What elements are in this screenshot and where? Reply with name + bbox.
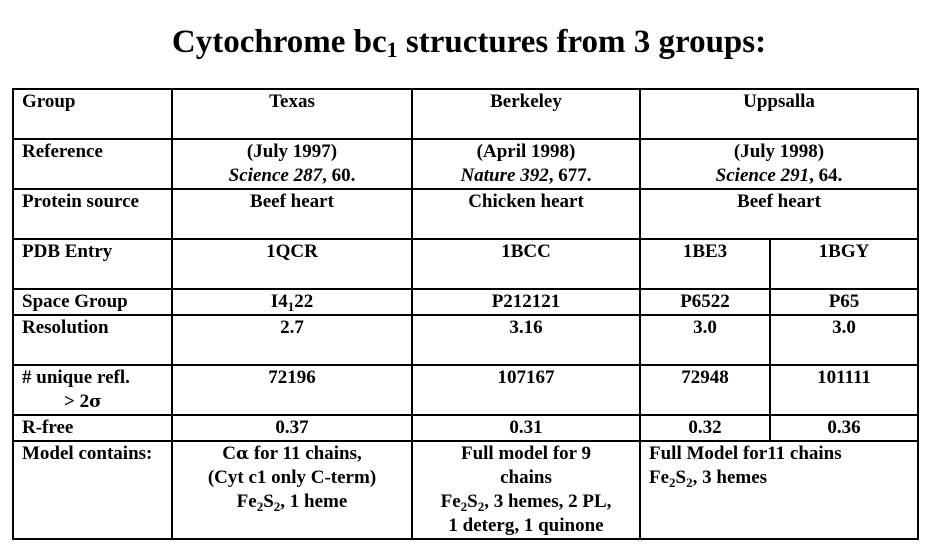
model-line: [649, 466, 909, 490]
reference-journal: Science 291: [715, 165, 810, 186]
row-label: Protein source: [13, 189, 172, 239]
alpha-symbol: α: [236, 444, 250, 464]
cell-uppsalla-1be3: 72948: [640, 365, 770, 415]
table-row-reference: [13, 139, 918, 189]
title-main: Cytochrome bc: [171, 24, 387, 60]
model-line: (Cyt c1 only C-term): [207, 467, 377, 488]
formula-s: S: [675, 467, 687, 488]
cell-uppsalla: Uppsalla: [640, 89, 918, 139]
model-line: [181, 490, 403, 514]
cell-berkeley: [412, 139, 640, 189]
cell-berkeley: P212121: [412, 289, 640, 315]
model-line: 1 deterg, 1 quinone: [448, 515, 604, 536]
cell-uppsalla-1bgy: 1BGY: [770, 239, 918, 289]
cell-berkeley: 3.16: [412, 315, 640, 365]
reference-page: , 60.: [322, 165, 356, 186]
cell-texas: 72196: [172, 365, 412, 415]
formula-s: S: [263, 491, 274, 512]
table-row-group: [13, 89, 918, 139]
formula-sub: 2: [273, 499, 281, 514]
formula-sub: 2: [669, 475, 676, 490]
table-row-resolution: [13, 315, 918, 365]
reference-date: (July 1997): [246, 141, 338, 162]
table-row-unique-refl: [13, 365, 918, 415]
row-label: [13, 365, 172, 415]
reference-citation: [421, 164, 631, 188]
cell-uppsalla-1bgy: P65: [770, 289, 918, 315]
formula-fe: Fe: [649, 467, 670, 488]
model-text: , 1 heme: [280, 491, 348, 512]
cell-berkeley: Chicken heart: [412, 189, 640, 239]
unique-refl-label-line2: [22, 390, 163, 414]
structures-table: [12, 88, 919, 540]
reference-citation: [181, 164, 403, 188]
formula-fe: Fe: [236, 491, 257, 512]
cell-uppsalla-1bgy: 101111: [770, 365, 918, 415]
formula-sub: 2: [477, 499, 485, 514]
model-line: Full model for 9: [460, 443, 591, 464]
cell-texas: [172, 441, 412, 539]
space-group-pre: I4: [270, 291, 288, 312]
space-group-post: 22: [294, 291, 314, 312]
space-group-sub: 1: [287, 299, 295, 314]
row-label: R-free: [13, 415, 172, 441]
cell-berkeley: 0.31: [412, 415, 640, 441]
cell-berkeley: Berkeley: [412, 89, 640, 139]
model-line: [181, 442, 403, 466]
cell-texas: [172, 289, 412, 315]
table-row-pdb-entry: [13, 239, 918, 289]
formula-s: S: [467, 491, 478, 512]
model-text: , 3 hemes, 2 PL,: [484, 491, 612, 512]
cell-uppsalla-1be3: P6522: [640, 289, 770, 315]
reference-date: (July 1998): [733, 141, 825, 162]
model-line: [421, 490, 631, 514]
cell-uppsalla-1be3: 1BE3: [640, 239, 770, 289]
reference-journal: Science 287: [228, 165, 323, 186]
reference-date: (April 1998): [476, 141, 576, 162]
cell-texas: 0.37: [172, 415, 412, 441]
cell-uppsalla: [640, 441, 918, 539]
cell-berkeley: 107167: [412, 365, 640, 415]
cell-uppsalla: Beef heart: [640, 189, 918, 239]
cell-uppsalla: [640, 139, 918, 189]
sigma-symbol: σ: [89, 392, 102, 412]
cell-texas: 1QCR: [172, 239, 412, 289]
cell-uppsalla-1bgy: 0.36: [770, 415, 918, 441]
unique-refl-threshold: > 2: [64, 391, 90, 412]
row-label: Group: [13, 89, 172, 139]
model-text: for 11 chains,: [249, 443, 362, 464]
formula-sub: 2: [686, 475, 693, 490]
table-row-r-free: [13, 415, 918, 441]
page-title: [0, 22, 938, 62]
cell-uppsalla-1be3: 3.0: [640, 315, 770, 365]
cell-berkeley: [412, 441, 640, 539]
reference-page: , 677.: [548, 165, 592, 186]
cell-berkeley: 1BCC: [412, 239, 640, 289]
unique-refl-label-line1: # unique refl.: [22, 367, 130, 388]
reference-citation: [649, 164, 909, 188]
row-label: Space Group: [13, 289, 172, 315]
formula-fe: Fe: [440, 491, 461, 512]
row-label: PDB Entry: [13, 239, 172, 289]
cell-texas: 2.7: [172, 315, 412, 365]
title-rest: structures from 3 groups:: [397, 24, 767, 60]
row-label: Reference: [13, 139, 172, 189]
cell-texas: Beef heart: [172, 189, 412, 239]
row-label: Resolution: [13, 315, 172, 365]
title-subscript: 1: [386, 37, 398, 62]
reference-journal: Nature 392: [460, 165, 549, 186]
cell-uppsalla-1be3: 0.32: [640, 415, 770, 441]
row-label: Model contains:: [13, 441, 172, 539]
cell-texas: [172, 139, 412, 189]
formula-sub: 2: [460, 499, 468, 514]
table-row-protein-source: [13, 189, 918, 239]
cell-texas: Texas: [172, 89, 412, 139]
table-row-space-group: [13, 289, 918, 315]
reference-page: , 64.: [809, 165, 843, 186]
formula-sub: 2: [256, 499, 264, 514]
carbon-symbol: C: [222, 443, 237, 464]
model-text: , 3 hemes: [692, 467, 768, 488]
model-line: chains: [500, 467, 552, 488]
table-row-model-contains: [13, 441, 918, 539]
cell-uppsalla-1bgy: 3.0: [770, 315, 918, 365]
model-line: Full Model for11 chains: [649, 443, 842, 464]
